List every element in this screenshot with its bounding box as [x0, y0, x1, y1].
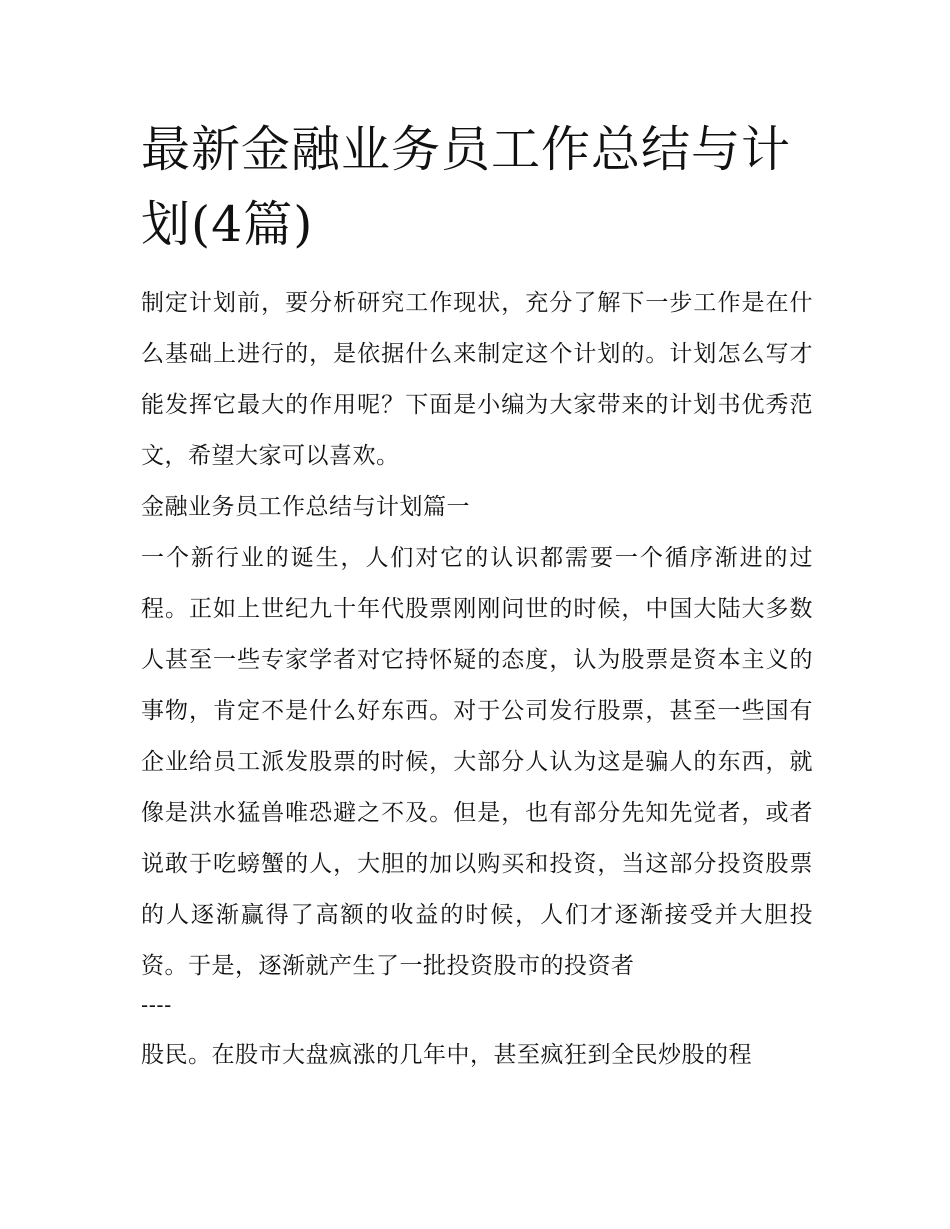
- body-paragraph: 一个新行业的诞生，人们对它的认识都需要一个循序渐进的过程。正如上世纪九十年代股票刚刚问世的时候，中国大陆大多数人甚至一些专家学者对它持怀疑的态度，认为股票是资本主义的事物，肯定不是什么好东西。对于公司发行股票，甚至一些国有企业给员工派发股票的时候，大部分人认为这是骗人的东西，就像是洪水猛兽唯恐避之不及。但是，也有部分先知先觉者，或者说敢于吃螃蟹的人，大胆的加以购买和投资，当这部分投资股票的人逐渐赢得了高额的收益的时候，人们才逐渐接受并大胆投资。于是，逐渐就产生了一批投资股市的投资者: [141, 545, 813, 979]
- dash-separator: ----: [141, 993, 172, 1017]
- continuation-paragraph: 股民。在股市大盘疯涨的几年中，甚至疯狂到全民炒股的程: [141, 1042, 752, 1068]
- document-title: 最新金融业务员工作总结与计划(4篇): [141, 121, 792, 253]
- section-heading: 金融业务员工作总结与计划篇一: [141, 494, 470, 520]
- intro-paragraph: 制定计划前，要分析研究工作现状，充分了解下一步工作是在什么基础上进行的，是依据什么来制定这个计划的。计划怎么写才能发挥它最大的作用呢？下面是小编为大家带来的计划书优秀范文，希望大家可以喜欢。: [141, 290, 813, 469]
- document-content: [141, 112, 813, 1081]
